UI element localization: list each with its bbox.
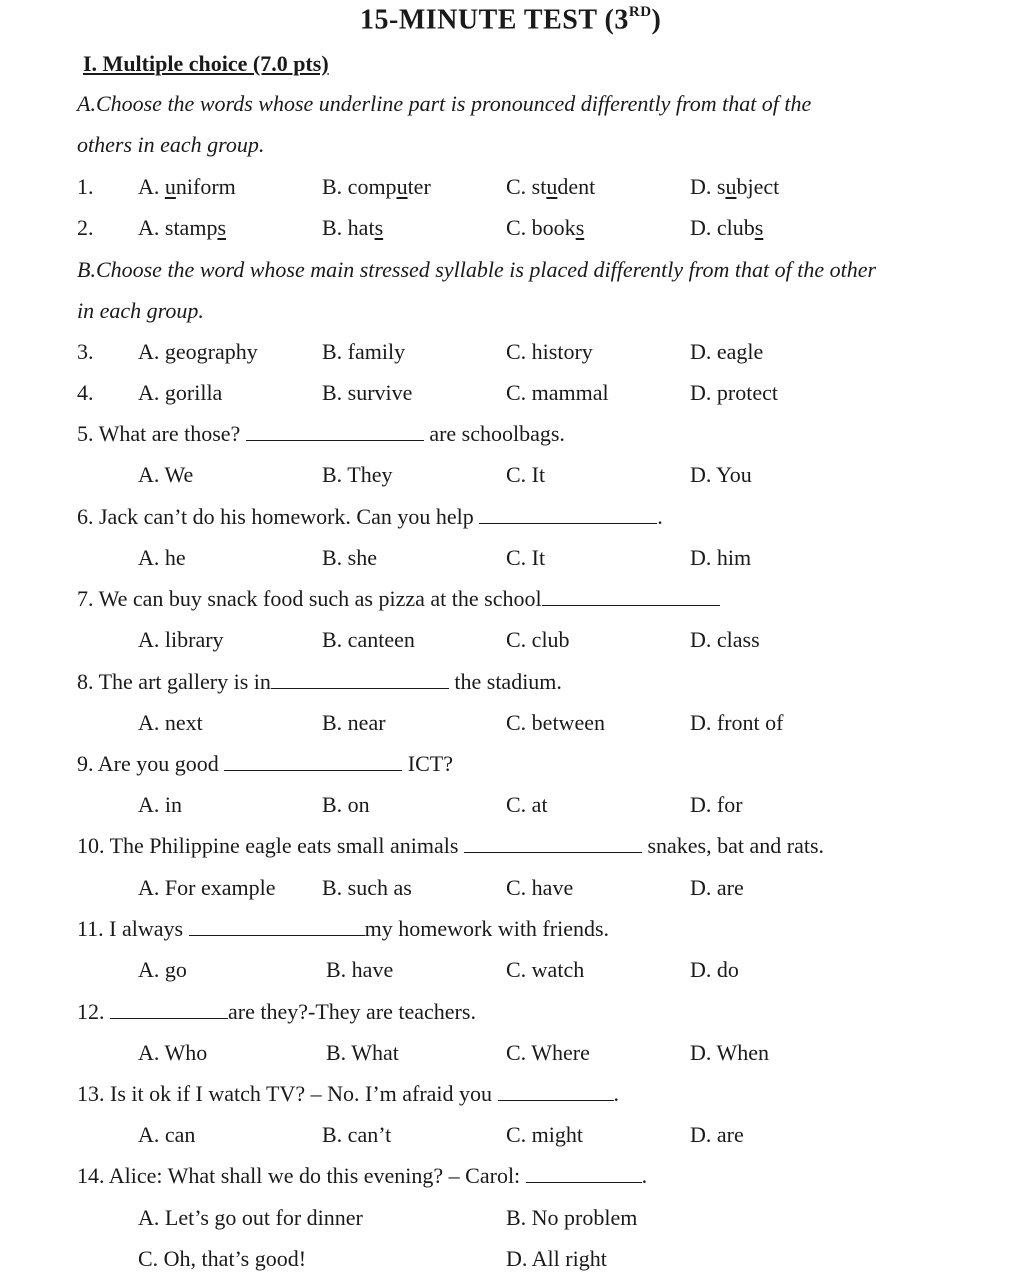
option-c: C. history	[506, 339, 593, 364]
option-a: A. in	[138, 792, 182, 817]
answer-blank[interactable]	[224, 750, 402, 771]
question-stem: 5. What are those? are schoolbags.	[77, 421, 565, 446]
part-b-instruction-cont: in each group.	[77, 298, 204, 323]
question-number: 4.	[77, 380, 94, 405]
option-d: D. are	[690, 1122, 744, 1147]
option-b: B. can’t	[322, 1122, 392, 1147]
option-c: C. student	[506, 174, 596, 199]
option-c: C. It	[506, 462, 546, 487]
option-d: D. class	[690, 627, 760, 652]
option-b: B. such as	[322, 875, 412, 900]
option-a: A. We	[138, 462, 194, 487]
option-c: C. Where	[506, 1040, 590, 1065]
question-stem: 11. I always my homework with friends.	[77, 916, 610, 941]
option-d: D. All right	[506, 1246, 607, 1271]
option-d: D. When	[690, 1040, 770, 1065]
option-c: C. books	[506, 215, 585, 240]
option-b: B. canteen	[322, 627, 415, 652]
question-stem: 10. The Philippine eagle eats small animals snakes, bat and rats.	[77, 833, 825, 858]
option-b: B. No problem	[506, 1205, 638, 1230]
option-b: B. computer	[322, 174, 431, 199]
option-b: B. family	[322, 339, 406, 364]
option-c: C. might	[506, 1122, 584, 1147]
option-d: D. front of	[690, 710, 784, 735]
option-c: C. between	[506, 710, 605, 735]
question-stem: 8. The art gallery is in the stadium.	[77, 669, 562, 694]
option-c: C. It	[506, 545, 546, 570]
option-a: A. uniform	[138, 174, 236, 199]
section-heading: I. Multiple choice (7.0 pts)	[83, 51, 329, 76]
option-a: A. Who	[138, 1040, 208, 1065]
option-a: A. For example	[138, 875, 276, 900]
option-a: A. gorilla	[138, 380, 223, 405]
part-a-instruction: A.Choose the words whose underline part is pronounced differently from that of the	[77, 91, 812, 116]
option-a: A. next	[138, 710, 203, 735]
option-a: A. library	[138, 627, 224, 652]
question-number: 1.	[77, 174, 94, 199]
answer-blank[interactable]	[498, 1080, 614, 1101]
option-d: D. for	[690, 792, 743, 817]
question-number: 2.	[77, 215, 94, 240]
answer-blank[interactable]	[246, 420, 424, 441]
question-stem: 7. We can buy snack food such as pizza at the school	[77, 585, 720, 613]
option-d: D. protect	[690, 380, 778, 405]
part-a-instruction-cont: others in each group.	[77, 132, 265, 157]
option-c: C. at	[506, 792, 548, 817]
option-b: B. hats	[322, 215, 384, 240]
option-b: B. They	[322, 462, 393, 487]
option-a: A. go	[138, 957, 187, 982]
option-d: D. clubs	[690, 215, 764, 240]
question-stem: 13. Is it ok if I watch TV? – No. I’m afraid you .	[77, 1081, 620, 1106]
option-a: A. can	[138, 1122, 196, 1147]
option-d: D. eagle	[690, 339, 764, 364]
option-c: C. watch	[506, 957, 585, 982]
answer-blank[interactable]	[271, 668, 449, 689]
option-c: C. club	[506, 627, 570, 652]
option-b: B. What	[326, 1040, 399, 1065]
option-b: B. survive	[322, 380, 413, 405]
answer-blank[interactable]	[479, 503, 657, 524]
answer-blank[interactable]	[110, 998, 228, 1019]
option-b: B. near	[322, 710, 386, 735]
question-stem: 14. Alice: What shall we do this evening? – Carol: .	[77, 1163, 648, 1188]
option-d: D. him	[690, 545, 752, 570]
option-d: D. do	[690, 957, 739, 982]
part-b-instruction: B.Choose the word whose main stressed syllable is placed differently from that of the other	[77, 257, 877, 282]
answer-blank[interactable]	[189, 915, 365, 936]
answer-blank[interactable]	[464, 832, 642, 853]
option-b: B. on	[322, 792, 370, 817]
option-a: A. geography	[138, 339, 258, 364]
question-stem: 9. Are you good ICT?	[77, 751, 453, 776]
option-c: C. have	[506, 875, 574, 900]
question-number: 3.	[77, 339, 94, 364]
page-title: 15-MINUTE TEST (3RD)	[360, 4, 662, 36]
option-b: B. have	[326, 957, 394, 982]
option-d: D. subject	[690, 174, 780, 199]
option-a: A. Let’s go out for dinner	[138, 1205, 363, 1230]
option-a: A. he	[138, 545, 186, 570]
option-c: C. Oh, that’s good!	[138, 1246, 307, 1271]
question-stem: 6. Jack can’t do his homework. Can you help .	[77, 504, 663, 529]
answer-blank[interactable]	[542, 585, 720, 606]
option-d: D. are	[690, 875, 744, 900]
option-b: B. she	[322, 545, 377, 570]
option-a: A. stamps	[138, 215, 227, 240]
option-d: D. You	[690, 462, 752, 487]
question-stem: 12. are they?-They are teachers.	[77, 999, 476, 1024]
answer-blank[interactable]	[526, 1162, 642, 1183]
option-c: C. mammal	[506, 380, 609, 405]
